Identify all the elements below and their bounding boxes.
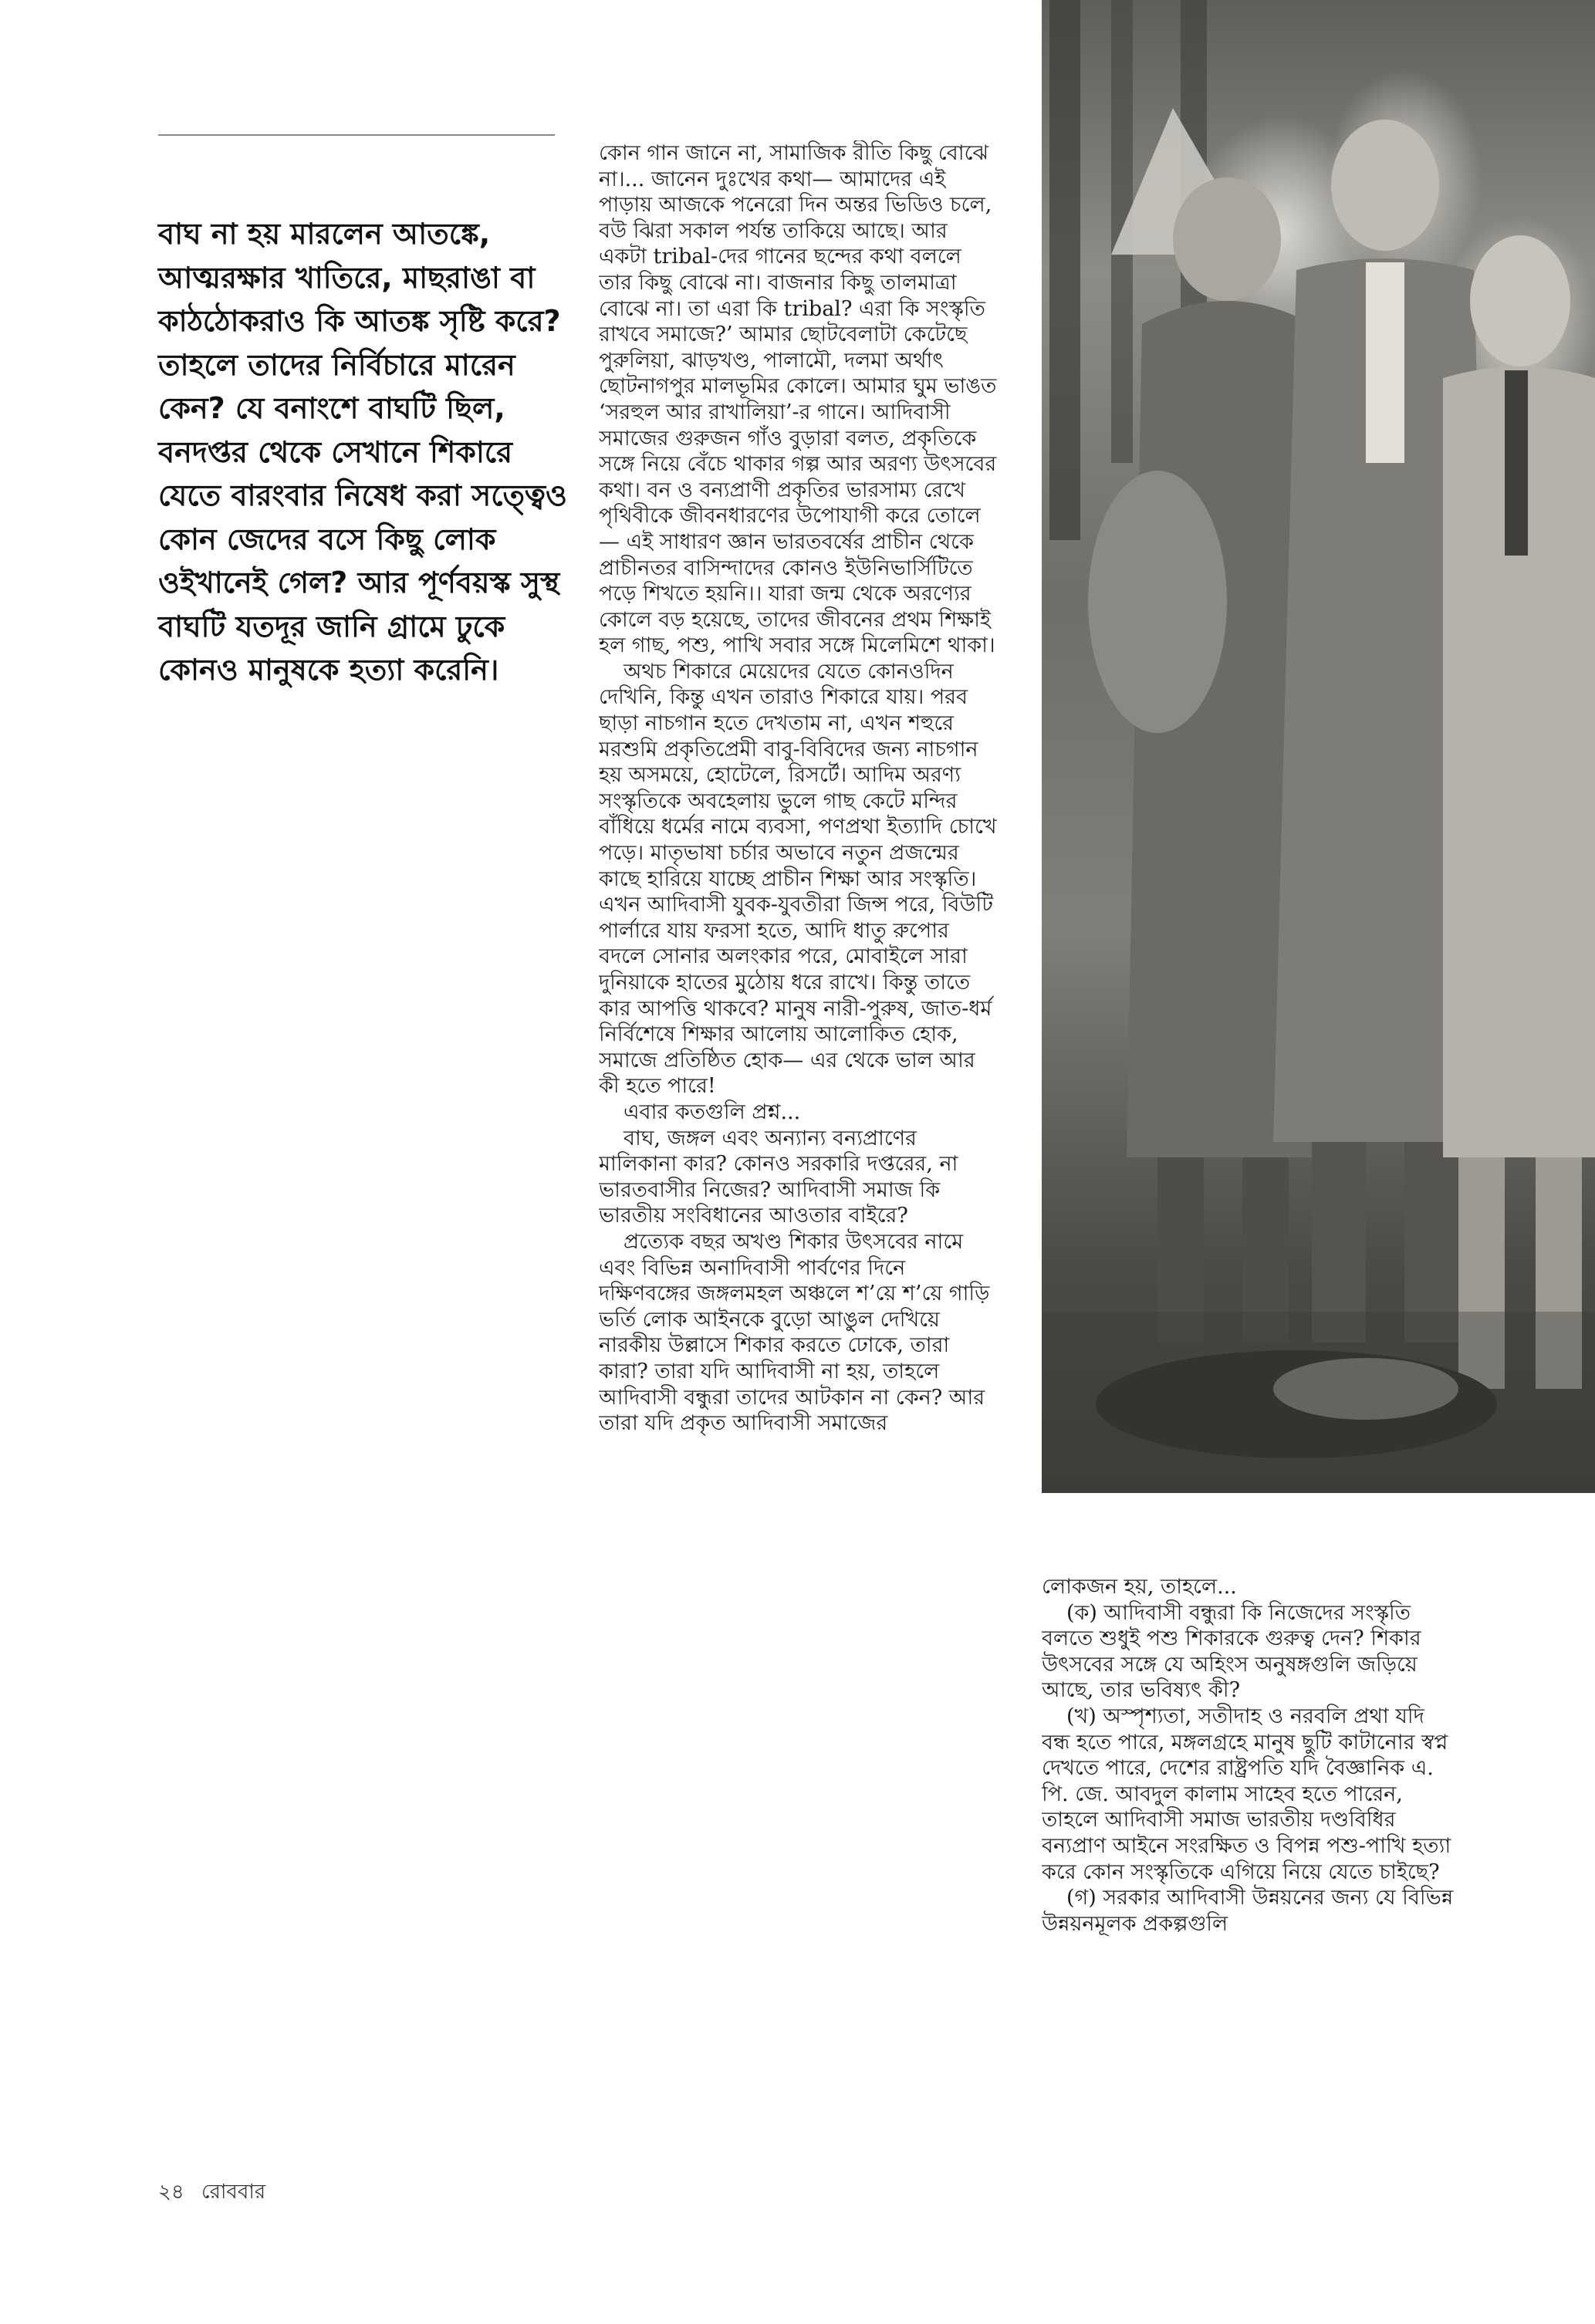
paragraph: প্রত্যেক বছর অখণ্ড শিকার উৎসবের নামে এবং বিভিন্ন অনাদিবাসী পার্বণের দিনে দক্ষিণবঙ্গের জঙ্গলমহল অঞ্চলে শ’য়ে শ’য়ে গাড়ি ভর্তি লোক আইনকে বুড়ো আঙুল দেখিয়ে নারকীয় উল্লাসে শিকার করতে ঢোকে, তারা কারা? তারা যদি আদিবাসী না হয়, তাহলে আদিবাসী বন্ধুরা তাদের আটকান না কেন? আর তারা যদি প্রকৃত আদিবাসী সমাজের — [599, 1229, 990, 1436]
paragraph: কোন গান জানে না, সামাজিক রীতি কিছু বোঝে না।... জানেন দুঃখের কথা— আমাদের এই পাড়ায় আজকে পনেরো দিন অন্তর ভিডিও চলে, বউ ঝিরা সকাল পর্যন্ত তাকিয়ে আছে। আর একটা tribal-দের গানের ছন্দের কথা বললে তার কিছু বোঝে না। বাজনার কিছু তালমাত্রা বোঝে না। তা এরা কি tribal? এরা কি সংস্কৃতি রাখবে সমাজে?’ আমার ছোটবেলাটা কেটেছে পুরুলিয়া, ঝাড়খণ্ড, পালামৌ, দলমা অর্থাৎ ছোটনাগপুর মালভূমির কোলে। আমার ঘুম ভাঙত ‘সরহুল আর রাখালিয়া’-র গানে। আদিবাসী সমাজের গুরুজন গাঁও বুড়ারা বলত, প্রকৃতিকে সঙ্গে নিয়ে বেঁচে থাকার গল্প আর অরণ্য উৎসবের কথা। বন ও বন্যপ্রাণী প্রকৃতির ভারসাম্য রেখে পৃথিবীকে জীবনধারণের উপোযাগী করে তোলে— এই সাধারণ জ্ঞান ভারতবর্ষের প্রাচীন থেকে প্রাচীনতর বাসিন্দাদের কোনও ইউনিভার্সিটিতে পড়ে শিখতে হয়নি।। যারা জন্ম থেকে অরণ্যের কোলে বড় হয়েছে, তাদের জীবনের প্রথম শিক্ষাই হল গাছ, পশু, পাখি সবার সঙ্গে মিলেমিশে থাকা। — [599, 141, 997, 658]
page-number: ২৪ — [158, 2180, 184, 2204]
paragraph: অথচ শিকারে মেয়েদের যেতে কোনওদিন দেখিনি, কিন্তু এখন তারাও শিকারে যায়। পরব ছাড়া নাচগান হতে দেখতাম না, এখন শহুরে মরশুমি প্রকৃতিপ্রেমী বাবু-বিবিদের জন্য নাচগান হয় অসময়ে, হোটেলে, রিসর্টে। আদিম অরণ্য সংস্কৃতিকে অবহেলায় ভুলে গাছ কেটে মন্দির বাঁধিয়ে ধর্মের নামে ব্যবসা, পণপ্রথা ইত্যাদি চোখে পড়ে। মাতৃভাষা চর্চার অভাবে নতুন প্রজন্মের কাছে হারিয়ে যাচ্ছে প্রাচীন শিক্ষা আর সংস্কৃতি। এখন আদিবাসী যুবক-যুবতীরা জিন্স পরে, বিউটি পার্লারে যায় ফরসা হতে, আদি ধাতু রুপোর বদলে সোনার অলংকার পরে, মোবাইলে সারা দুনিয়াকে হাতের মুঠোয় ধরে রাখে। কিন্তু তাতে কার আপত্তি থাকবে? মানুষ নারী-পুরুষ, জাত-ধর্ম নির্বিশেষে শিক্ষার আলোয় আলোকিত হোক, সমাজে প্রতিষ্ঠিত হোক— এর থেকে ভাল আর কী হতে পারে! — [599, 659, 997, 1099]
paragraph: লোকজন হয়, তাহলে... — [1042, 1575, 1237, 1599]
paragraph: বাঘ, জঙ্গল এবং অন্যান্য বন্যপ্রাণের মালিকানা কার? কোনও সরকারি দপ্তরের, না ভারতবাসীর নিজের? আদিবাসী সমাজ কি ভারতীয় সংবিধানের আওতার বাইরে? — [599, 1126, 958, 1228]
paragraph: (খ) অস্পৃশ্যতা, সতীদাহ ও নরবলি প্রথা যদি বন্ধ হতে পারে, মঙ্গলগ্রহে মানুষ ছুটি কাটানোর স্বপ্ন দেখতে পারে, দেশের রাষ্ট্রপতি যদি বৈজ্ঞানিক এ. পি. জে. আবদুল কালাম সাহেব হতে পারেন, তাহলে আদিবাসী সমাজ ভারতীয় দণ্ডবিধির বন্যপ্রাণ আইনে সংরক্ষিত ও বিপন্ন পশু-পাখি হত্যা করে কোন সংস্কৃতিকে এগিয়ে নিয়ে যেতে চাইছে? — [1042, 1704, 1451, 1884]
paragraph: (গ) সরকার আদিবাসী উন্নয়নের জন্য যে বিভিন্ন উন্নয়নমূলক প্রকল্পগুলি — [1042, 1886, 1454, 1936]
photo-illustration — [1042, 0, 1595, 1493]
page-footer — [158, 2176, 265, 2210]
right-text-column — [1042, 1574, 1458, 2160]
magazine-name: রোববার — [201, 2180, 266, 2204]
paragraph: (ক) আদিবাসী বন্ধুরা কি নিজেদের সংস্কৃতি বলতে শুধুই পশু শিকারকে গুরুত্ব দেন? শিকার উৎসবের সঙ্গে যে অহিংস অনুষঙ্গগুলি জড়িয়ে আছে, তার ভবিষ্যৎ কী? — [1042, 1600, 1421, 1703]
top-rule — [158, 134, 555, 136]
pull-quote-text: বাঘ না হয় মারলেন আতঙ্কে, আত্মরক্ষার খাতিরে, মাছরাঙা বা কাঠঠোকরাও কি আতঙ্ক সৃষ্টি করে? তাহলে তাদের নির্বিচারে মারেন কেন? যে বনাংশে বাঘটি ছিল, বনদপ্তর থেকে সেখানে শিকারে যেতে বারংবার নিষেধ করা সত্ত্বেও কোন জেদের বসে কিছু লোক ওইখানেই গেল? আর পূর্ণবয়স্ক সুস্থ বাঘটি যতদূর জানি গ্রামে ঢুকে কোনও মানুষকে হত্যা করেনি। — [158, 217, 567, 687]
middle-text-column — [599, 140, 1000, 2154]
paragraph: এবার কতগুলি প্রশ্ন... — [623, 1100, 801, 1124]
historical-hunting-party-photo — [1042, 0, 1595, 1493]
pull-quote — [158, 212, 575, 692]
